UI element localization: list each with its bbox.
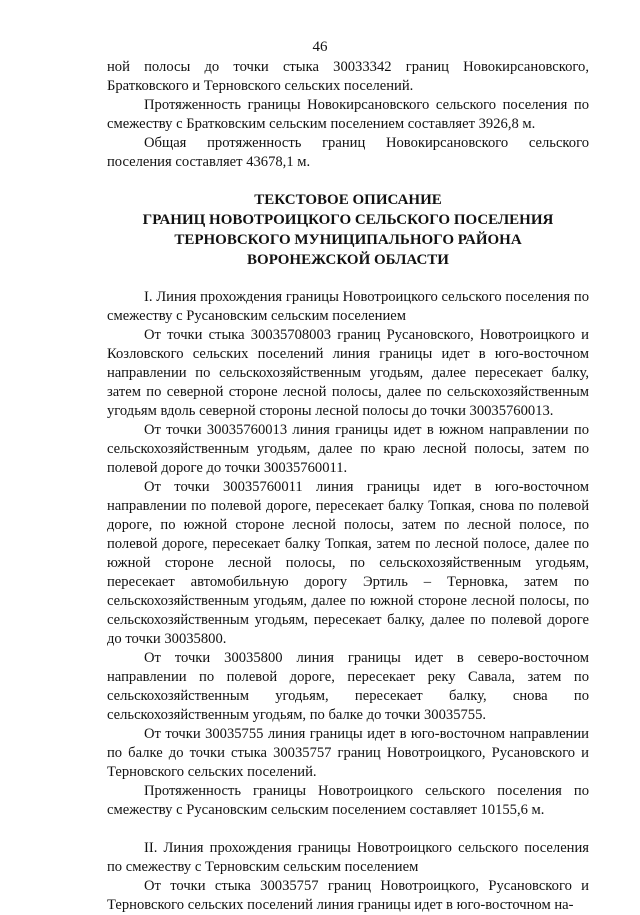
section-2-title: II. Линия прохождения границы Новотроицкого сельского поселения по смежеству с Терновским сельским поселением — [107, 840, 589, 875]
heading-line-4: ВОРОНЕЖСКОЙ ОБЛАСТИ — [247, 252, 449, 268]
heading-line-1: ТЕКСТОВОЕ ОПИСАНИЕ — [254, 192, 442, 208]
intro-paragraph-1: ной полосы до точки стыка 30033342 границ Новокирсановского, Братковского и Терновского сельских поселений. — [107, 59, 589, 94]
section-1-paragraph-5: От точки 30035755 линия границы идет в юго-восточном направлении по балке до точки стыка 30035757 границ Новотроицкого, Русановского и Терновского сельских поселений. — [107, 726, 589, 780]
heading-line-2: ГРАНИЦ НОВОТРОИЦКОГО СЕЛЬСКОГО ПОСЕЛЕНИЯ — [142, 212, 554, 228]
page-number: 46 — [312, 39, 328, 55]
heading-line-3: ТЕРНОВСКОГО МУНИЦИПАЛЬНОГО РАЙОНА — [174, 232, 522, 248]
document-heading — [107, 190, 589, 270]
document-body — [107, 58, 589, 915]
section-1-title: I. Линия прохождения границы Новотроицкого сельского поселения по смежеству с Русановским сельским поселением — [107, 289, 589, 324]
intro-paragraph-2: Протяженность границы Новокирсановского сельского поселения по смежеству с Братковским сельским поселением составляет 3926,8 м. — [107, 97, 589, 132]
intro-paragraph-3: Общая протяженность границ Новокирсановского сельского поселения составляет 43678,1 м. — [107, 135, 589, 170]
section-1-paragraph-1: От точки стыка 30035708003 границ Русановского, Новотроицкого и Козловского сельских поселений линия границы идет в юго-восточном направлении по сельскохозяйственным угодьям, далее пересекает балку, затем по северной стороне лесной полосы, далее по сельскохозяйственным угодьям вдоль северной стороны лесной полосы до точки 30035760013. — [107, 327, 589, 419]
section-1-paragraph-6: Протяженность границы Новотроицкого сельского поселения по смежеству с Русановским сельским поселением составляет 10155,6 м. — [107, 783, 589, 818]
section-spacer — [107, 820, 589, 839]
section-2-paragraph-1: От точки стыка 30035757 границ Новотроицкого, Русановского и Терновского сельских поселений линия границы идет в юго-восточном на- — [107, 878, 589, 913]
section-1-paragraph-4: От точки 30035800 линия границы идет в северо-восточном направлении по полевой дороге, пересекает реку Савала, затем по сельскохозяйственным угодьям, пересекает балку, снова по сельскохозяйственным угодьям, по балке до точки 30035755. — [107, 650, 589, 723]
section-1-paragraph-3: От точки 30035760011 линия границы идет в юго-восточном направлении по полевой дороге, пересекает балку Топкая, снова по полевой дороге, по южной стороне лесной полосы, затем по лесной полосе, по полевой дороге, пересекает балку Топкая, затем по лесной полосе, далее по южной стороне лесной полосы, по сельскохозяйственным угодьям, пересекает автомобильную дорогу Эртиль – Терновка, затем по сельскохозяйственным угодьям, далее по южной стороне лесной полосы, по сельскохозяйственным угодьям, пересекает балку, далее по полевой дороге до точки 30035800. — [107, 479, 589, 647]
section-1-paragraph-2: От точки 30035760013 линия границы идет в южном направлении по сельскохозяйственным угодьям, далее по краю лесной полосы, затем по полевой дороге до точки 30035760011. — [107, 422, 589, 476]
